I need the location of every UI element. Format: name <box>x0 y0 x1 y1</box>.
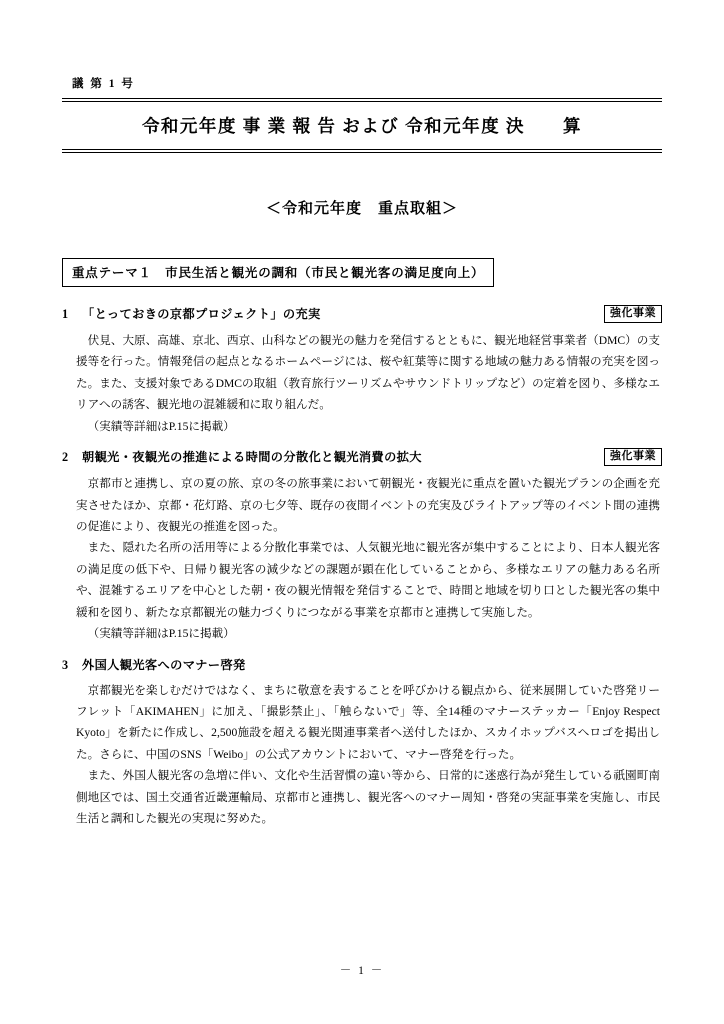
item-heading: 「とっておきの京都プロジェクト」の充実 <box>82 306 321 321</box>
item-header <box>62 656 662 673</box>
paragraph-note: （実績等詳細はP.15に掲載） <box>87 627 235 641</box>
document-title: 令和元年度 事 業 報 告 および 令和元年度 決 算 <box>141 115 583 136</box>
item-body <box>62 473 662 645</box>
item-heading: 外国人観光客へのマナー啓発 <box>82 657 246 672</box>
section-heading: ＜令和元年度 重点取組＞ <box>265 200 458 217</box>
status-badge: 強化事業 <box>604 448 662 466</box>
header-rule-bottom <box>62 149 662 153</box>
paragraph: 京都観光を楽しむだけではなく、まちに敬意を表することを呼びかける観点から、従来展開していた啓発リーフレット「AKIMAHEN」に加え、「撮影禁止」、「触らないで」等、全14種のマナーステッカー「Enjoy Respect Kyoto」を新たに作成し、2,500施設を超える観光関連事業者へ送付したほか、スカイホップバスへロゴを掲出した。さらに、中国のSNS「Weibo」の公式アカウントにおいて、マナー啓発を行った。 <box>76 683 660 761</box>
paragraph: また、外国人観光客の急増に伴い、文化や生活習慣の違い等から、日常的に迷惑行為が発生している祇園町南側地区では、国土交通省近畿運輸局、京都市と連携し、観光客へのマナー周知・啓発の実証事業を実施し、市民生活と調和した観光の実現に努めた。 <box>76 769 660 826</box>
report-item-3 <box>62 656 662 830</box>
item-title-group <box>62 448 422 465</box>
paragraph: 京都市と連携し、京の夏の旅、京の冬の旅事業において朝観光・夜観光に重点を置いた観光プランの企画を充実させたほか、京都・花灯路、京の七夕等、既存の夜間イベントの充実及びライトアップ等のイベント間の連携の促進により、夜観光の推進を図った。 <box>76 477 660 533</box>
page-number: － 1 － <box>339 965 385 977</box>
status-badge: 強化事業 <box>604 305 662 323</box>
item-body <box>62 680 662 830</box>
item-title-group <box>62 656 246 673</box>
item-heading: 朝観光・夜観光の推進による時間の分散化と観光消費の拡大 <box>82 450 422 465</box>
report-item-2 <box>62 448 662 645</box>
item-body <box>62 330 662 437</box>
paragraph: また、隠れた名所の活用等による分散化事業では、人気観光地に観光客が集中することにより、日本人観光客の満足度の低下や、日帰り観光客の減少などの課題が顕在化していることから、多様なエリアの魅力ある名所や、混雑するエリアを中心とした朝・夜の観光情報を発信することで、時間と地域を切り口とした観光客の集中緩和を図り、新たな京都観光の魅力づくりにつながる事業を京都市と連携して実施した。 <box>76 541 660 619</box>
item-title-group <box>62 305 321 322</box>
item-number: 2 <box>62 450 69 465</box>
report-item-1 <box>62 305 662 437</box>
item-number: 1 <box>62 306 69 321</box>
theme-box: 重点テーマ１ 市民生活と観光の調和（市民と観光客の満足度向上） <box>62 258 494 287</box>
paragraph: 伏見、大原、高雄、京北、西京、山科などの観光の魅力を発信するとともに、観光地経営事業者（DMC）の支援等を行った。情報発信の起点となるホームページには、桜や紅葉等に関する地域の魅力ある情報の充実を図った。また、支援対象であるDMCの取組（教育旅行ツーリズムやサウンドトリップなど）の定着を図り、多様なエリアへの誘客、観光地の混雑緩和に取り組んだ。 <box>76 333 660 412</box>
item-header <box>62 448 662 466</box>
item-header <box>62 305 662 323</box>
item-number: 3 <box>62 657 69 672</box>
document-number: 議 第 1 号 <box>72 78 135 90</box>
paragraph-note: （実績等詳細はP.15に掲載） <box>87 419 235 433</box>
